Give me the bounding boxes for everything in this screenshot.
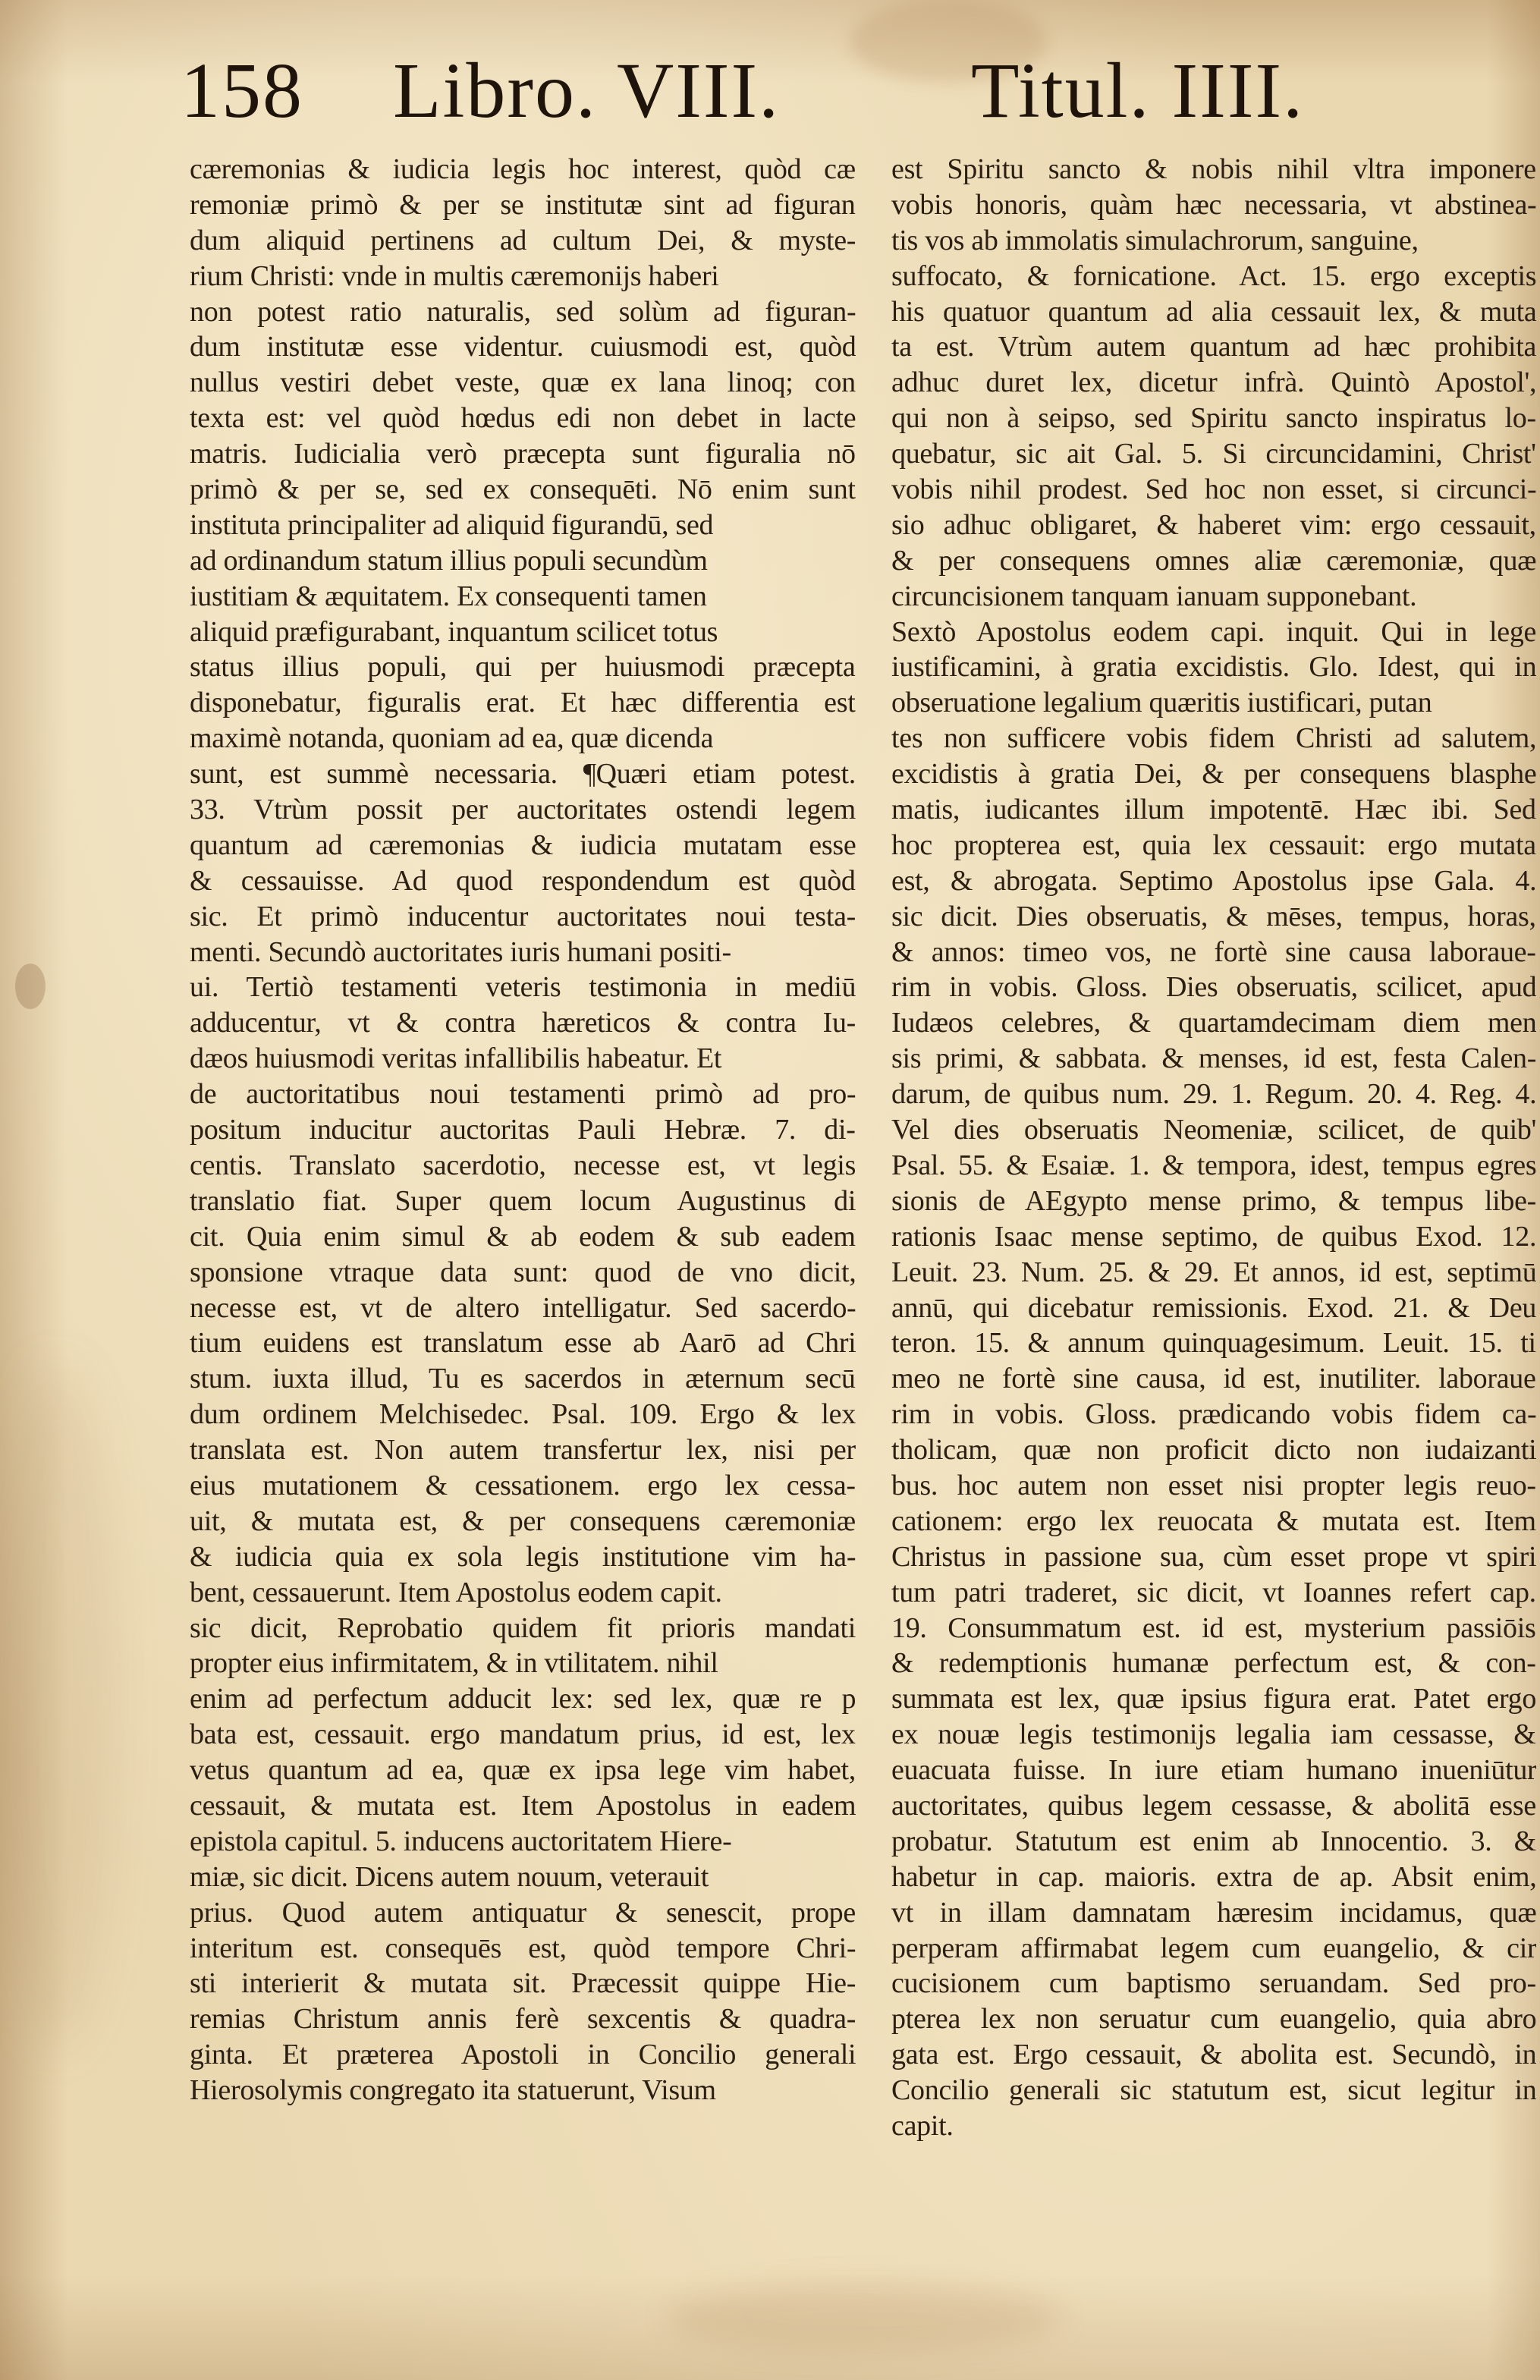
text-line: Iudæos celebres, & quartamdecimam diem men bbox=[891, 1007, 1536, 1039]
text-line: quantum ad cæremonias & iudicia mutatam esse bbox=[190, 828, 856, 861]
text-line: meo ne fortè sine causa, id est, inutiliter. laboraue bbox=[891, 1363, 1536, 1395]
text-line: gata est. Ergo cessauit, & abolita est. Secundò, in bbox=[891, 2039, 1536, 2071]
text-line: ad ordinandum statum illius populi secundùm bbox=[190, 544, 708, 577]
text-line: sponsione vtraque data sunt: quod de vno dicit, bbox=[190, 1256, 856, 1288]
text-line: sionis de AEgypto mense primo, & tempus libe- bbox=[891, 1184, 1536, 1217]
text-line: remias Christum annis ferè sexcentis & quadra- bbox=[190, 2003, 856, 2036]
text-line: ex nouæ legis testimonijs legalia iam cessasse, & bbox=[891, 1718, 1536, 1751]
text-line: 19. Consummatum est. id est, mysterium passiōis bbox=[891, 1611, 1536, 1644]
text-line: 33. Vtrùm possit per auctoritates ostendi legem bbox=[190, 794, 856, 826]
text-line: vetus quantum ad ea, quæ ex ipsa lege vim habet, bbox=[190, 1754, 856, 1787]
page-number: 158 bbox=[181, 47, 303, 134]
text-line: cationem: ergo lex reuocata & mutata est. Item bbox=[891, 1504, 1536, 1537]
text-line: summata est lex, quæ ipsius figura erat. Patet ergo bbox=[891, 1683, 1536, 1715]
text-line: vobis nihil prodest. Sed hoc non esset, si circunci- bbox=[891, 473, 1536, 506]
text-line: primò & per se, sed ex consequēti. Nō enim sunt bbox=[190, 473, 856, 506]
book-title: Libro. VIII. bbox=[393, 47, 781, 134]
text-line: Psal. 55. & Esaiæ. 1. & tempora, idest, tempus egres bbox=[891, 1149, 1536, 1181]
text-line: iustitiam & æquitatem. Ex consequenti tamen bbox=[190, 580, 707, 612]
text-line: vt in illam damnatam hæresim incidamus, quæ bbox=[891, 1896, 1536, 1929]
text-line: capit. bbox=[891, 2109, 954, 2142]
text-line: cessauit, & mutata est. Item Apostolus in eadem bbox=[190, 1789, 856, 1822]
text-line: & iudicia quia ex sola legis institutione vim ha- bbox=[190, 1540, 856, 1573]
text-line: excidistis à gratia Dei, & per consequens blasphe bbox=[891, 758, 1536, 791]
text-line: interitum est. consequēs est, quòd tempore Chri- bbox=[190, 1932, 856, 1964]
text-line: ta est. Vtrùm autem quantum ad hæc prohibita bbox=[891, 331, 1536, 363]
text-line: centis. Translato sacerdotio, necesse est, vt legis bbox=[190, 1149, 856, 1181]
text-line: propter eius infirmitatem, & in vtilitatem. nihil bbox=[190, 1647, 718, 1680]
text-line: adhuc duret lex, dicetur infrà. Quintò Apostol', bbox=[891, 366, 1536, 399]
text-line: circuncisionem tanquam ianuam supponebant. bbox=[891, 580, 1417, 612]
text-line: maximè notanda, quoniam ad ea, quæ dicenda bbox=[190, 722, 714, 755]
text-line: rium Christi: vnde in multis cæremonijs haberi bbox=[190, 259, 719, 292]
text-line: annū, qui dicebatur remissionis. Exod. 21. & Deu bbox=[891, 1291, 1536, 1324]
running-head bbox=[0, 46, 1540, 144]
text-line: dum institutæ esse videntur. cuiusmodi est, quòd bbox=[190, 331, 856, 363]
text-line: bent, cessauerunt. Item Apostolus eodem capit. bbox=[190, 1576, 722, 1608]
text-line: sic. Et primò inducentur auctoritates noui testa- bbox=[190, 900, 856, 932]
text-line: rationis Isaac mense septimo, de quibus Exod. 12. bbox=[891, 1220, 1536, 1253]
text-line: darum, de quibus num. 29. 1. Regum. 20. 4. Reg. 4. bbox=[891, 1078, 1536, 1111]
text-line: & cessauisse. Ad quod respondendum est quòd bbox=[190, 864, 856, 897]
text-line: cæremonias & iudicia legis hoc interest, quòd cæ bbox=[190, 153, 856, 185]
text-line: pterea lex non seruatur cum euangelio, quia abro bbox=[891, 2003, 1536, 2036]
text-line: sio adhuc obligaret, & haberet vim: ergo cessauit, bbox=[891, 508, 1536, 541]
paper-stain bbox=[668, 2284, 1062, 2352]
text-line: his quatuor quantum ad alia cessauit lex, & muta bbox=[891, 295, 1536, 328]
text-line: bus. hoc autem non esset nisi propter legis reuo- bbox=[891, 1469, 1536, 1501]
ink-stain bbox=[15, 964, 46, 1009]
text-line: Sextò Apostolus eodem capi. inquit. Qui in lege bbox=[891, 615, 1536, 648]
text-line: ui. Tertiò testamenti veteris testimonia in mediū bbox=[190, 971, 856, 1004]
text-line: probatur. Statutum est enim ab Innocentio. 3. & bbox=[891, 1825, 1536, 1857]
text-line: sunt, est summè necessaria. ¶Quæri etiam potest. bbox=[190, 758, 856, 791]
text-line: miæ, sic dicit. Dicens autem nouum, veterauit bbox=[190, 1860, 709, 1893]
text-line: sic dicit, Reprobatio quidem fit prioris mandati bbox=[190, 1611, 856, 1644]
text-line: de auctoritatibus noui testamenti primò ad pro- bbox=[190, 1078, 856, 1111]
text-line: iustificamini, à gratia excidistis. Glo. Idest, qui in bbox=[891, 651, 1536, 684]
text-line: adducentur, vt & contra hæreticos & contra Iu- bbox=[190, 1007, 856, 1039]
text-line: cit. Quia enim simul & ab eodem & sub eadem bbox=[190, 1220, 856, 1253]
text-line: Christus in passione sua, cùm esset prope vt spiri bbox=[891, 1540, 1536, 1573]
text-line: & redemptionis humanæ perfectum est, & con- bbox=[891, 1647, 1536, 1680]
text-line: nullus vestiri debet veste, quæ ex lana linoq; con bbox=[190, 366, 856, 399]
text-line: perperam affirmabat legem cum euangelio, & cir bbox=[891, 1932, 1536, 1964]
text-line: remoniæ primò & per se institutæ sint ad figuran bbox=[190, 188, 856, 221]
text-line: obseruatione legalium quæritis iustificari, putan bbox=[891, 687, 1432, 719]
text-line: est, & abrogata. Septimo Apostolus ipse Gala. 4. bbox=[891, 864, 1536, 897]
text-line: Vel dies obseruatis Neomeniæ, scilicet, de quib' bbox=[891, 1114, 1536, 1146]
text-line: matris. Iudicialia verò præcepta sunt figuralia nō bbox=[190, 438, 856, 470]
text-line: Leuit. 23. Num. 25. & 29. Et annos, id est, septimū bbox=[891, 1256, 1536, 1288]
text-line: Hierosolymis congregato ita statuerunt, Visum bbox=[190, 2074, 716, 2107]
text-line: instituta principaliter ad aliquid figurandū, sed bbox=[190, 508, 714, 541]
left-text-column bbox=[190, 152, 856, 2155]
text-line: dæos huiusmodi veritas infallibilis habeatur. Et bbox=[190, 1042, 722, 1075]
text-line: necesse est, vt de altero intelligatur. Sed sacerdo- bbox=[190, 1291, 856, 1324]
text-line: vobis honoris, quàm hæc necessaria, vt abstinea- bbox=[891, 188, 1536, 221]
text-line: bata est, cessauit. ergo mandatum prius, id est, lex bbox=[190, 1718, 856, 1751]
text-line: enim ad perfectum adducit lex: sed lex, quæ re p bbox=[190, 1683, 856, 1715]
text-line: prius. Quod autem antiquatur & senescit, prope bbox=[190, 1896, 856, 1929]
text-line: aliquid præfigurabant, inquantum scilicet totus bbox=[190, 615, 718, 648]
text-line: & annos: timeo vos, ne fortè sine causa laboraue- bbox=[891, 935, 1536, 968]
text-line: auctoritates, quibus legem cessasse, & abolitā esse bbox=[891, 1789, 1536, 1822]
text-line: translatio fiat. Super quem locum Augustinus di bbox=[190, 1184, 856, 1217]
right-text-column bbox=[891, 152, 1536, 2246]
text-line: disponebatur, figuralis erat. Et hæc differentia est bbox=[190, 687, 856, 719]
text-line: rim in vobis. Gloss. prædicando vobis fidem ca- bbox=[891, 1398, 1536, 1431]
text-line: habetur in cap. maioris. extra de ap. Absit enim, bbox=[891, 1860, 1536, 1893]
text-line: positum inducitur auctoritas Pauli Hebræ. 7. di- bbox=[190, 1114, 856, 1146]
text-line: & per consequens omnes aliæ cæremoniæ, quæ bbox=[891, 544, 1536, 577]
text-line: tium euidens est translatum esse ab Aarō ad Chri bbox=[190, 1327, 856, 1360]
text-line: translata est. Non autem transfertur lex, nisi per bbox=[190, 1434, 856, 1467]
text-line: euacuata fuisse. In iure etiam humano inueniūtur bbox=[891, 1754, 1536, 1787]
text-line: qui non à seipso, sed Spiritu sancto inspiratus lo- bbox=[891, 402, 1536, 435]
text-line: eius mutationem & cessationem. ergo lex cessa- bbox=[190, 1469, 856, 1501]
text-line: ginta. Et præterea Apostoli in Concilio generali bbox=[190, 2039, 856, 2071]
text-line: texta est: vel quòd hœdus edi non debet in lacte bbox=[190, 402, 856, 435]
text-line: dum aliquid pertinens ad cultum Dei, & myste- bbox=[190, 224, 856, 256]
text-line: uit, & mutata est, & per consequens cæremoniæ bbox=[190, 1504, 856, 1537]
text-line: tes non sufficere vobis fidem Christi ad salutem, bbox=[891, 722, 1536, 755]
section-title: Titul. IIII. bbox=[971, 47, 1305, 134]
text-line: hoc propterea est, quia lex cessauit: ergo mutata bbox=[891, 828, 1536, 861]
text-line: est Spiritu sancto & nobis nihil vltra imponere bbox=[891, 153, 1536, 185]
text-line: quebatur, sic ait Gal. 5. Si circuncidamini, Christ' bbox=[891, 438, 1536, 470]
text-line: tum patri traderet, sic dicit, vt Ioannes refert cap. bbox=[891, 1576, 1536, 1608]
text-line: cucisionem cum baptismo seruandam. Sed pro- bbox=[891, 1967, 1536, 2000]
text-line: dum ordinem Melchisedec. Psal. 109. Ergo & lex bbox=[190, 1398, 856, 1431]
text-line: rim in vobis. Gloss. Dies obseruatis, scilicet, apud bbox=[891, 971, 1536, 1004]
text-line: sic dicit. Dies obseruatis, & mēses, tempus, horas, bbox=[891, 900, 1536, 932]
text-line: teron. 15. & annum quinquagesimum. Leuit. 15. ti bbox=[891, 1327, 1536, 1360]
text-line: non potest ratio naturalis, sed solùm ad figuran- bbox=[190, 295, 856, 328]
text-line: matis, iudicantes illum impotentē. Hæc ibi. Sed bbox=[891, 794, 1536, 826]
text-line: sis primi, & sabbata. & menses, id est, festa Calen- bbox=[891, 1042, 1536, 1075]
text-line: Concilio generali sic statutum est, sicut legitur in bbox=[891, 2074, 1536, 2107]
text-line: status illius populi, qui per huiusmodi præcepta bbox=[190, 651, 856, 684]
paper-stain bbox=[0, 1366, 114, 2048]
text-line: epistola capitul. 5. inducens auctoritatem Hiere- bbox=[190, 1825, 732, 1857]
text-line: suffocato, & fornicatione. Act. 15. ergo exceptis bbox=[891, 259, 1536, 292]
text-line: sti interierit & mutata sit. Præcessit quippe Hie- bbox=[190, 1967, 856, 2000]
text-line: stum. iuxta illud, Tu es sacerdos in æternum secū bbox=[190, 1363, 856, 1395]
text-line: tholicam, quæ non proficit dicto non iudaizanti bbox=[891, 1434, 1536, 1467]
text-line: tis vos ab immolatis simulachrorum, sanguine, bbox=[891, 224, 1419, 256]
text-line: menti. Secundò auctoritates iuris humani positi- bbox=[190, 935, 731, 968]
